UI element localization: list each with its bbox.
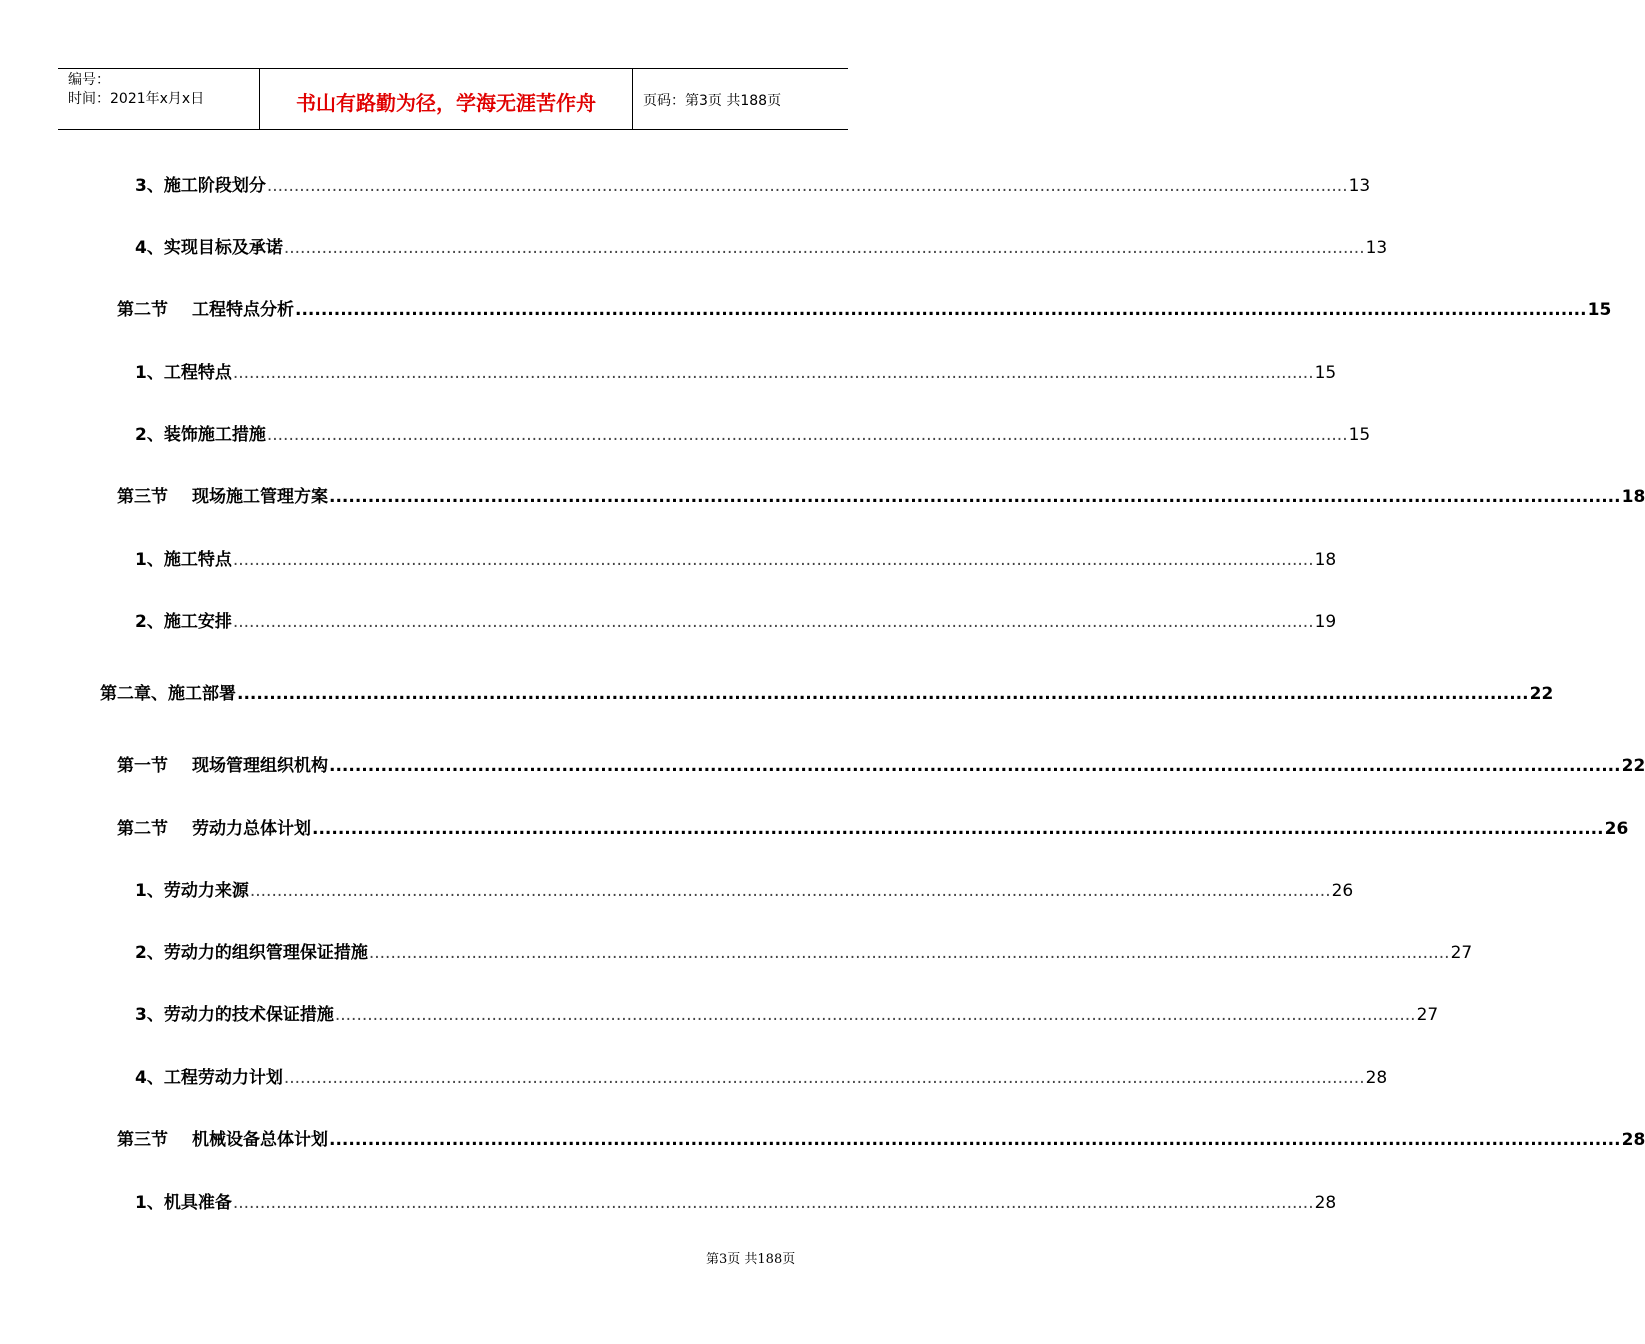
header-page-info: 页码：第3页 共188页 [643, 93, 782, 109]
toc-entry-label: 4、实现目标及承诺 [135, 238, 283, 258]
toc-section-page: 15 [1587, 300, 1612, 320]
toc-leader-dots: ........................................................................................................................................................................................................ [232, 363, 1314, 383]
toc-entry[interactable] [135, 1063, 1388, 1088]
toc-entry-label: 4、工程劳动力计划 [135, 1068, 283, 1088]
toc-section-label: 现场管理组织机构 [192, 756, 328, 776]
header-number-label: 编号： [68, 72, 110, 88]
toc-entry-label: 1、工程特点 [135, 363, 232, 383]
toc-entry[interactable] [135, 876, 1354, 901]
toc-entry-page: 26 [1331, 881, 1354, 901]
toc-entry[interactable] [135, 420, 1371, 445]
toc-entry-label: 2、装饰施工措施 [135, 425, 266, 445]
toc-chapter[interactable] [100, 679, 1554, 704]
toc-section-page: 22 [1621, 756, 1645, 776]
toc-leader-dots: ........................................................................................................................................................................................................ [266, 176, 1348, 196]
toc-leader-dots: ........................................................................................................................................................................................................ [249, 881, 1331, 901]
toc-leader-dots: ........................................................................................................................................................................................................ [283, 1068, 1365, 1088]
toc-section[interactable] [117, 814, 1629, 839]
toc-entry[interactable] [135, 545, 1337, 570]
toc-section-page: 18 [1621, 487, 1645, 507]
toc-section-page: 28 [1621, 1130, 1645, 1150]
toc-leader-dots: ........................................................................................................................................................................................................ [334, 1005, 1416, 1025]
toc-chapter-label: 第二章、施工部署 [100, 684, 236, 704]
toc-leader-dots: ........................................................................................................................................................................................................ [237, 684, 1529, 704]
toc-entry-page: 28 [1365, 1068, 1388, 1088]
header-time-label: 时间：2021年x月x日 [68, 91, 205, 107]
toc-section-label: 劳动力总体计划 [192, 819, 311, 839]
toc-entry-page: 27 [1416, 1005, 1439, 1025]
toc-leader-dots: ........................................................................................................................................................................................................ [329, 756, 1621, 776]
toc-entry-label: 1、机具准备 [135, 1193, 232, 1213]
toc-leader-dots: ........................................................................................................................................................................................................ [312, 819, 1604, 839]
toc-entry[interactable] [135, 607, 1337, 632]
toc-section[interactable] [117, 295, 1612, 320]
toc-section-page: 26 [1604, 819, 1629, 839]
toc-entry[interactable] [135, 171, 1371, 196]
toc-section-label: 现场施工管理方案 [192, 487, 328, 507]
toc-leader-dots: ........................................................................................................................................................................................................ [266, 425, 1348, 445]
header-meta [58, 69, 260, 129]
page-header [58, 68, 848, 130]
toc-entry[interactable] [135, 233, 1388, 258]
toc-section-label: 工程特点分析 [192, 300, 294, 320]
toc-leader-dots: ........................................................................................................................................................................................................ [295, 300, 1587, 320]
toc-entry-label: 2、劳动力的组织管理保证措施 [135, 943, 368, 963]
toc-entry-page: 15 [1348, 425, 1371, 445]
toc-leader-dots: ........................................................................................................................................................................................................ [368, 943, 1450, 963]
toc-section[interactable] [117, 751, 1645, 776]
toc-section[interactable] [117, 482, 1645, 507]
toc-entry-label: 2、施工安排 [135, 612, 232, 632]
toc-leader-dots: ........................................................................................................................................................................................................ [283, 238, 1365, 258]
toc-entry[interactable] [135, 358, 1337, 383]
toc-chapter-page: 22 [1529, 684, 1554, 704]
toc-entry-label: 1、施工特点 [135, 550, 232, 570]
toc-leader-dots: ........................................................................................................................................................................................................ [232, 612, 1314, 632]
toc-section-label: 机械设备总体计划 [192, 1130, 328, 1150]
toc-section-number: 第二节 [117, 300, 168, 320]
toc-entry-page: 28 [1314, 1193, 1337, 1213]
page-footer: 第3页 共188页 [706, 1252, 796, 1267]
toc-section-number: 第二节 [117, 819, 168, 839]
toc-entry-label: 3、劳动力的技术保证措施 [135, 1005, 334, 1025]
toc-entry-page: 18 [1314, 550, 1337, 570]
toc-entry-page: 13 [1348, 176, 1371, 196]
toc-entry-label: 1、劳动力来源 [135, 881, 249, 901]
toc-leader-dots: ........................................................................................................................................................................................................ [329, 1130, 1621, 1150]
toc-section-number: 第三节 [117, 487, 168, 507]
toc-leader-dots: ........................................................................................................................................................................................................ [329, 487, 1621, 507]
toc-section[interactable] [117, 1125, 1645, 1150]
toc-entry-label: 3、施工阶段划分 [135, 176, 266, 196]
toc-entry[interactable] [135, 1188, 1337, 1213]
toc-entry-page: 13 [1365, 238, 1388, 258]
toc-leader-dots: ........................................................................................................................................................................................................ [232, 1193, 1314, 1213]
toc-entry[interactable] [135, 1000, 1439, 1025]
toc-leader-dots: ........................................................................................................................................................................................................ [232, 550, 1314, 570]
toc-section-number: 第一节 [117, 756, 168, 776]
toc-entry-page: 27 [1450, 943, 1473, 963]
toc-entry[interactable] [135, 938, 1473, 963]
toc-section-number: 第三节 [117, 1130, 168, 1150]
toc-entry-page: 19 [1314, 612, 1337, 632]
toc-entry-page: 15 [1314, 363, 1337, 383]
header-motto: 书山有路勤为径，学海无涯苦作舟 [260, 69, 633, 129]
